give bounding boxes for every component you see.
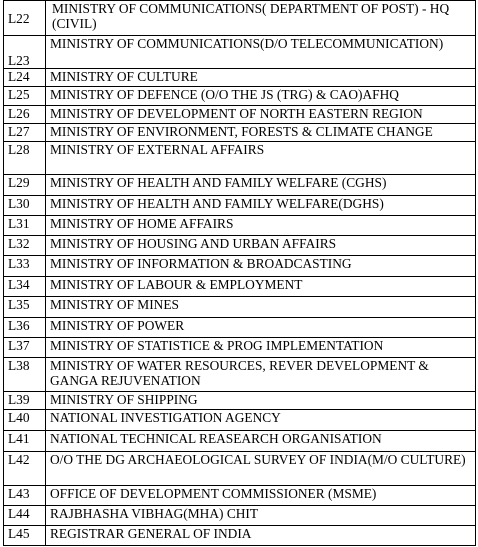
table-row [4,410,476,431]
row-ministry-name: OFFICE OF DEVELOPMENT COMMISSIONER (MSME) [46,486,476,506]
row-ministry-name: MINISTRY OF EXTERNAL AFFAIRS [46,142,476,175]
table-row [4,358,476,392]
table-row [4,277,476,297]
row-code: L28 [4,142,46,175]
row-code: L42 [4,452,46,486]
table-row [4,431,476,452]
table-row [4,236,476,256]
row-ministry-name: MINISTRY OF INFORMATION & BROADCASTING [46,256,476,277]
table-row [4,142,476,175]
row-code: L34 [4,277,46,297]
row-ministry-name: MINISTRY OF SHIPPING [46,392,476,410]
row-ministry-name: MINISTRY OF LABOUR & EMPLOYMENT [46,277,476,297]
row-ministry-name: MINISTRY OF ENVIRONMENT, FORESTS & CLIMATE CHANGE [46,124,476,142]
table-row [4,256,476,277]
table-row [4,526,476,546]
row-code: L40 [4,410,46,431]
row-code: L32 [4,236,46,256]
row-code: L27 [4,124,46,142]
row-ministry-name: MINISTRY OF DEFENCE (O/O THE JS (TRG) & CAO)AFHQ [46,87,476,106]
row-code: L31 [4,216,46,236]
row-code: L26 [4,106,46,124]
table-row [4,452,476,486]
row-code: L44 [4,506,46,526]
row-ministry-name: MINISTRY OF HEALTH AND FAMILY WELFARE (CGHS) [46,175,476,196]
table-row [4,216,476,236]
row-ministry-name: MINISTRY OF DEVELOPMENT OF NORTH EASTERN REGION [46,106,476,124]
table-row [4,196,476,216]
table-row [4,506,476,526]
table-row [4,318,476,338]
table-row [4,338,476,358]
table-row [4,392,476,410]
table-row [4,175,476,196]
row-code: L39 [4,392,46,410]
row-ministry-name: MINISTRY OF CULTURE [46,69,476,87]
row-ministry-name: MINISTRY OF COMMUNICATIONS( DEPARTMENT OF POST) - HQ (CIVIL) [46,1,476,36]
row-code: L23 [4,36,46,69]
row-ministry-name: MINISTRY OF HEALTH AND FAMILY WELFARE(DGHS) [46,196,476,216]
row-ministry-name: NATIONAL INVESTIGATION AGENCY [46,410,476,431]
ministry-table-body [4,1,476,546]
row-code: L41 [4,431,46,452]
row-ministry-name: MINISTRY OF COMMUNICATIONS(D/O TELECOMMUNICATION) [46,36,476,69]
row-code: L25 [4,87,46,106]
row-code: L38 [4,358,46,392]
row-ministry-name: MINISTRY OF HOUSING AND URBAN AFFAIRS [46,236,476,256]
table-row [4,1,476,36]
table-row [4,36,476,69]
row-code: L45 [4,526,46,546]
row-code: L24 [4,69,46,87]
table-row [4,106,476,124]
table-row [4,297,476,318]
row-ministry-name: MINISTRY OF STATISTICE & PROG IMPLEMENTATION [46,338,476,358]
row-ministry-name: MINISTRY OF MINES [46,297,476,318]
table-row [4,69,476,87]
ministry-code-table [3,0,476,546]
row-code: L29 [4,175,46,196]
row-ministry-name: O/O THE DG ARCHAEOLOGICAL SURVEY OF INDIA(M/O CULTURE) [46,452,476,486]
row-ministry-name: REGISTRAR GENERAL OF INDIA [46,526,476,546]
row-code: L30 [4,196,46,216]
row-code: L33 [4,256,46,277]
row-ministry-name: NATIONAL TECHNICAL REASEARCH ORGANISATION [46,431,476,452]
row-ministry-name: RAJBHASHA VIBHAG(MHA) CHIT [46,506,476,526]
row-ministry-name: MINISTRY OF HOME AFFAIRS [46,216,476,236]
row-code: L43 [4,486,46,506]
table-row [4,87,476,106]
table-row [4,124,476,142]
row-code: L36 [4,318,46,338]
row-code: L22 [4,1,46,36]
table-row [4,486,476,506]
row-code: L37 [4,338,46,358]
row-code: L35 [4,297,46,318]
row-ministry-name: MINISTRY OF POWER [46,318,476,338]
row-ministry-name: MINISTRY OF WATER RESOURCES, REVER DEVELOPMENT & GANGA REJUVENATION [46,358,476,392]
